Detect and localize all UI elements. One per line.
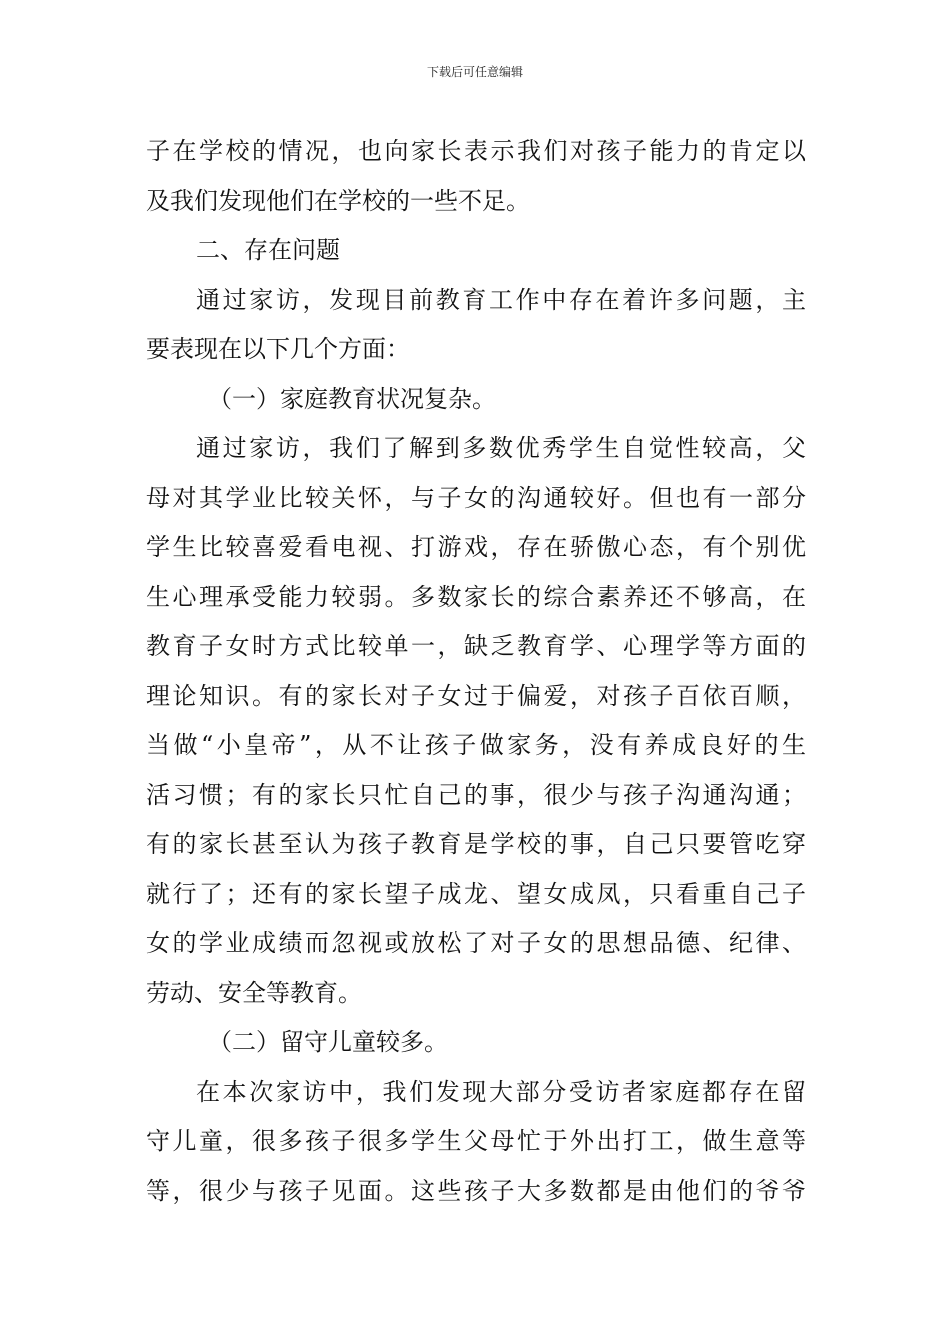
text-line: 通过家访，发现目前教育工作中存在着许多问题，主 bbox=[196, 285, 806, 314]
text-line: 教育子女时方式比较单一，缺乏教育学、心理学等方面的 bbox=[146, 632, 806, 660]
section-heading: 二、存在问题 bbox=[196, 236, 340, 264]
text-line: 生心理承受能力较弱。多数家长的综合素养还不够高，在 bbox=[146, 582, 806, 611]
text-line: 劳动、安全等教育。 bbox=[146, 978, 362, 1007]
document-body bbox=[146, 127, 806, 1216]
subsection-heading: （一）家庭教育状况复杂。 bbox=[208, 384, 496, 413]
text-line: 子在学校的情况，也向家长表示我们对孩子能力的肯定以 bbox=[146, 137, 806, 165]
text-line: 学生比较喜爱看电视、打游戏，存在骄傲心态，有个别优 bbox=[146, 533, 806, 561]
text-line: 要表现在以下几个方面： bbox=[146, 335, 410, 363]
text-line: 守儿童，很多孩子很多学生父母忙于外出打工，做生意等 bbox=[146, 1127, 806, 1155]
subsection-heading: （二）留守儿童较多。 bbox=[208, 1028, 448, 1056]
text-line: 女的学业成绩而忽视或放松了对子女的思想品德、纪律、 bbox=[146, 929, 806, 957]
text-line: 理论知识。有的家长对子女过于偏爱，对孩子百依百顺， bbox=[146, 681, 806, 710]
text-line: 及我们发现他们在学校的一些不足。 bbox=[146, 186, 530, 215]
text-line: 等，很少与孩子见面。这些孩子大多数都是由他们的爷爷 bbox=[146, 1176, 806, 1205]
text-line: 活习惯；有的家长只忙自己的事，很少与孩子沟通沟通； bbox=[146, 780, 806, 809]
text-line: 就行了；还有的家长望子成龙、望女成凤，只看重自己子 bbox=[146, 879, 806, 908]
text-line: 母对其学业比较关怀，与子女的沟通较好。但也有一部分 bbox=[146, 483, 806, 512]
page-header: 下载后可任意编辑 bbox=[426, 65, 523, 79]
text-line: 有的家长甚至认为孩子教育是学校的事，自己只要管吃穿 bbox=[146, 830, 806, 858]
text-line: 通过家访，我们了解到多数优秀学生自觉性较高，父 bbox=[196, 434, 806, 462]
text-line: 当做“小皇帝”，从不让孩子做家务，没有养成良好的生 bbox=[146, 731, 806, 759]
text-line: 在本次家访中，我们发现大部分受访者家庭都存在留 bbox=[196, 1077, 806, 1106]
